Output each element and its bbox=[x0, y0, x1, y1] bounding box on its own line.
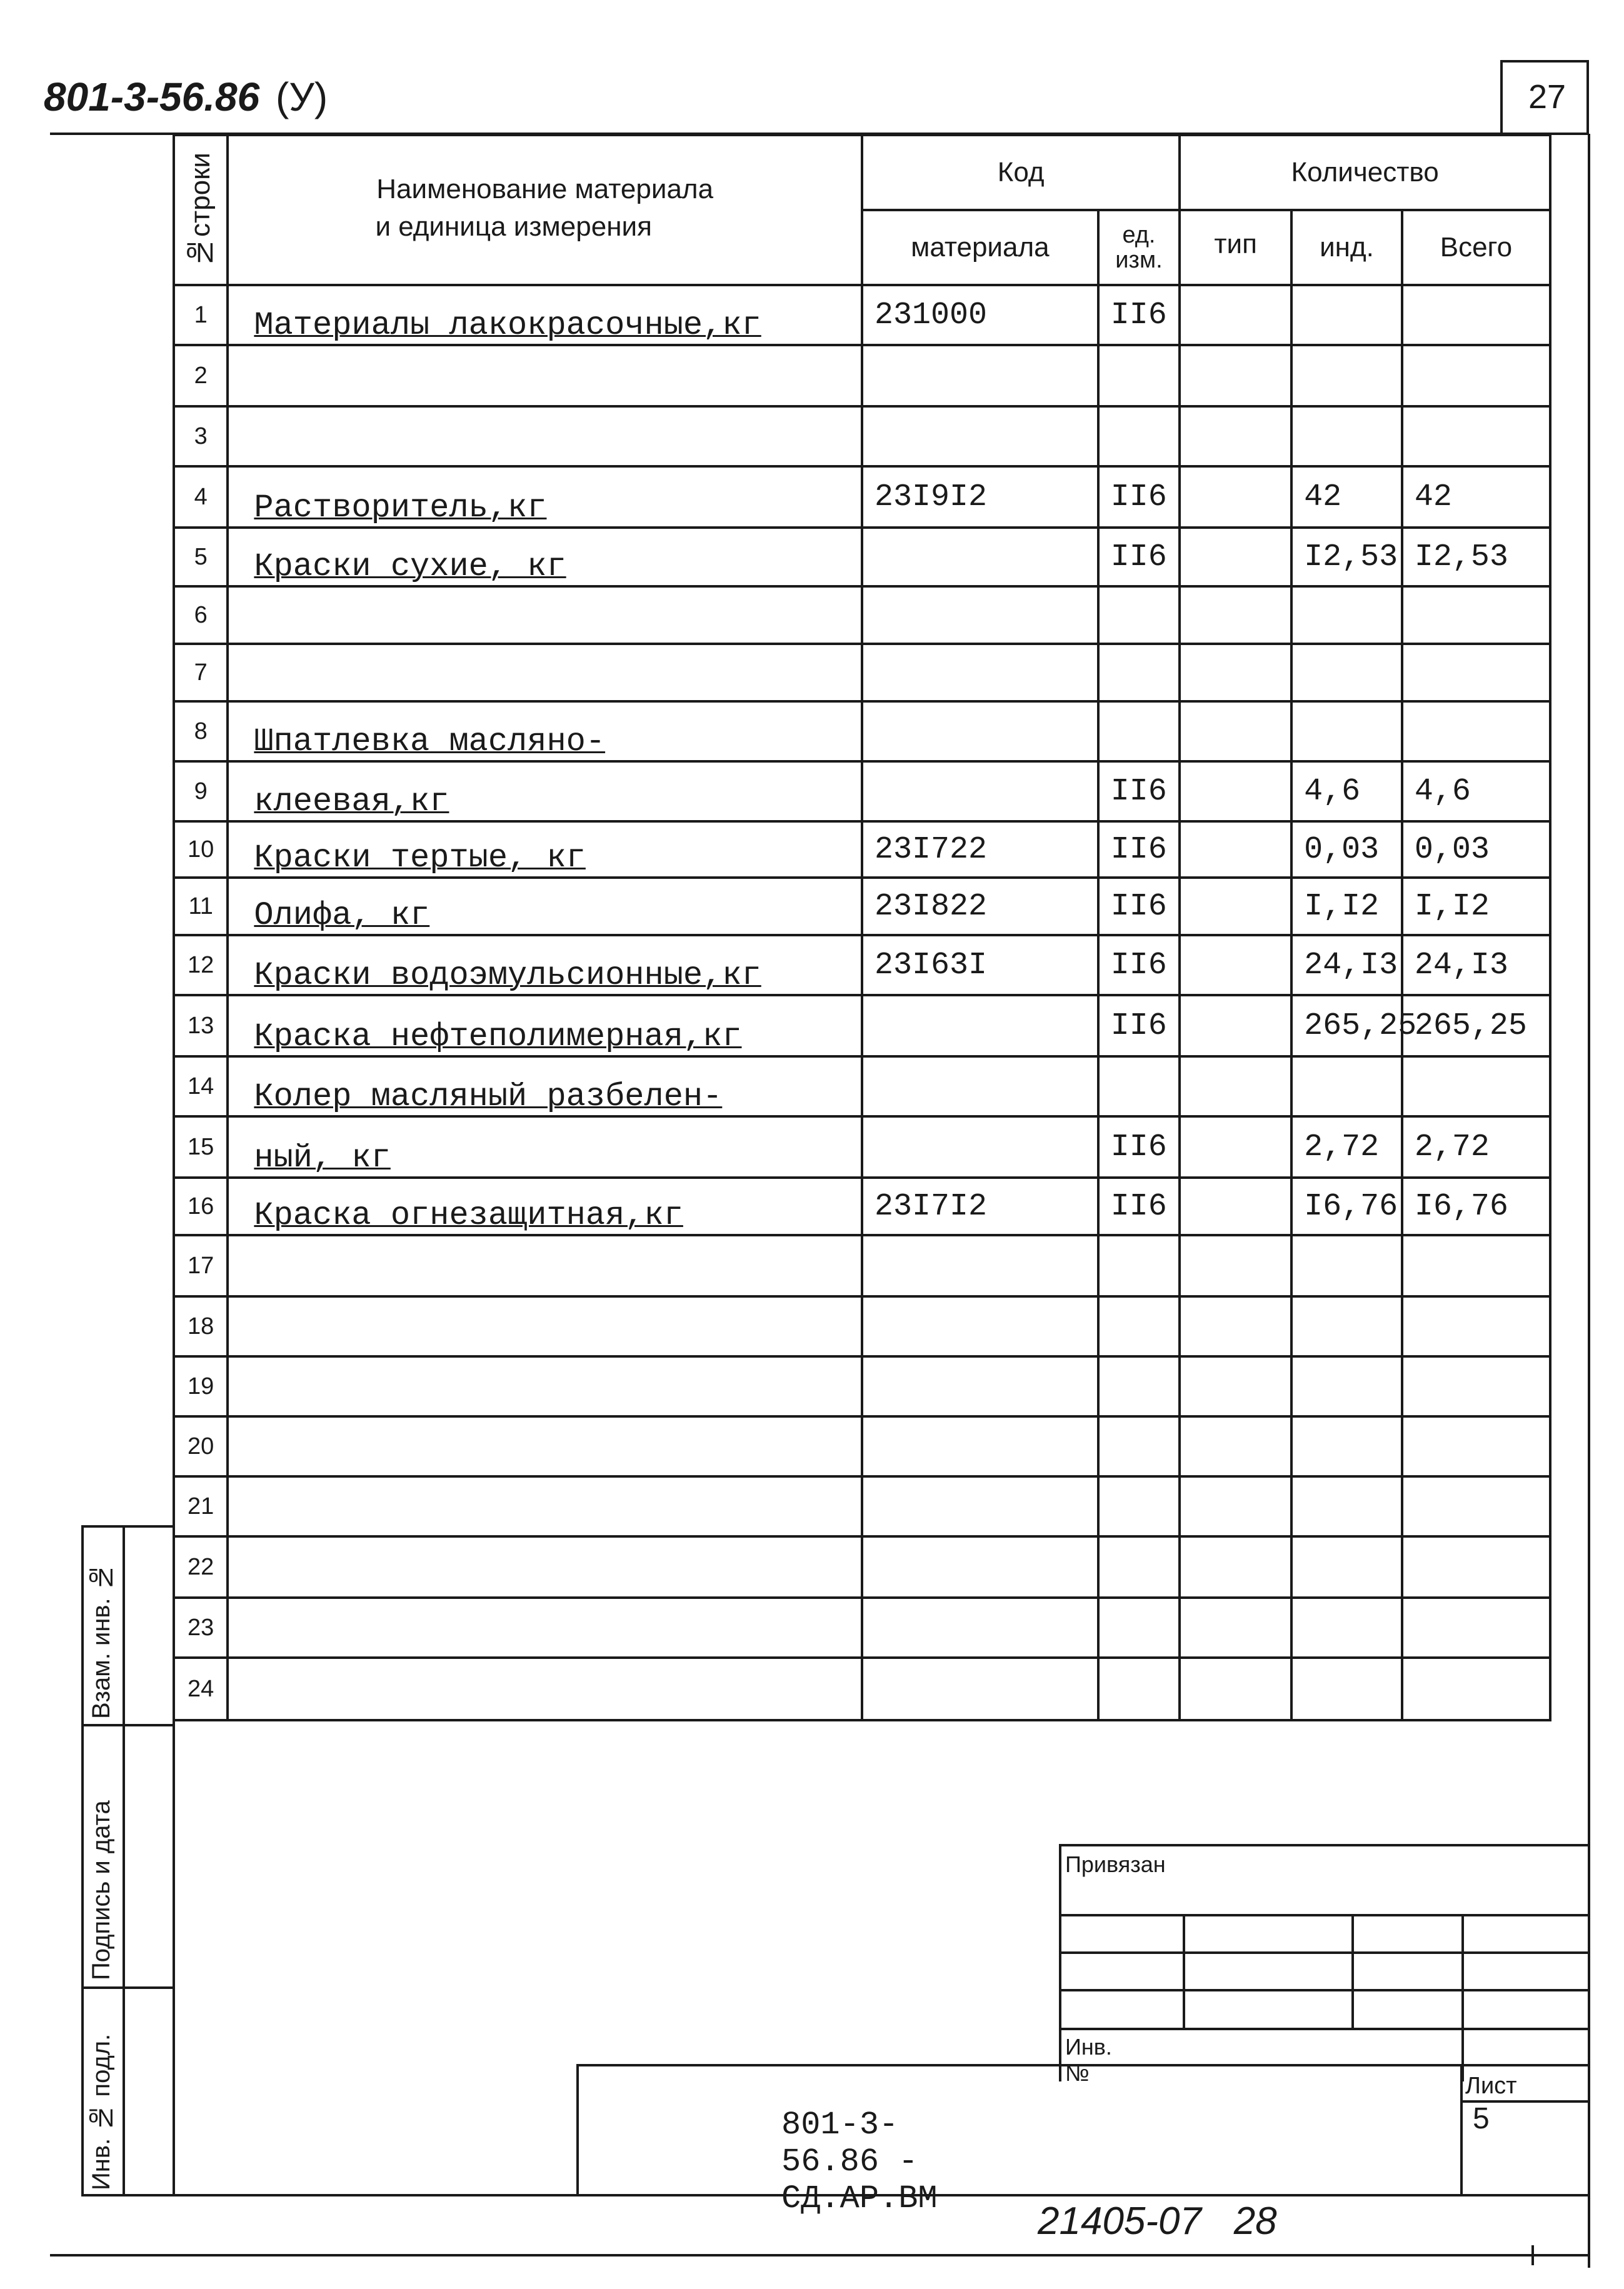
quantity-ind bbox=[1291, 1296, 1402, 1356]
row-number: 12 bbox=[174, 935, 228, 995]
material-name: Материалы лакокрасочные,кг bbox=[228, 285, 862, 345]
material-code bbox=[862, 644, 1098, 701]
quantity-type bbox=[1180, 1178, 1291, 1235]
quantity-type bbox=[1180, 995, 1291, 1056]
stamp-line-2 bbox=[1059, 1951, 1589, 1954]
table-row bbox=[174, 528, 1550, 586]
unit-code bbox=[1098, 1056, 1180, 1116]
table-row bbox=[174, 1598, 1550, 1658]
page-number: 27 bbox=[1528, 78, 1566, 116]
unit-code bbox=[1098, 406, 1180, 466]
table-row bbox=[174, 466, 1550, 528]
quantity-total bbox=[1402, 1536, 1550, 1598]
materials-table-body bbox=[174, 285, 1550, 1720]
material-code bbox=[862, 1235, 1098, 1296]
material-code bbox=[862, 406, 1098, 466]
unit-code: II6 bbox=[1098, 935, 1180, 995]
quantity-type bbox=[1180, 761, 1291, 821]
unit-code: II6 bbox=[1098, 466, 1180, 528]
table-row bbox=[174, 761, 1550, 821]
quantity-total bbox=[1402, 1476, 1550, 1536]
quantity-type bbox=[1180, 1296, 1291, 1356]
material-name bbox=[228, 1536, 862, 1598]
materials-table bbox=[173, 134, 1551, 1721]
quantity-type bbox=[1180, 285, 1291, 345]
quantity-total bbox=[1402, 586, 1550, 644]
material-code bbox=[862, 528, 1098, 586]
material-name: клеевая,кг bbox=[228, 761, 862, 821]
table-row bbox=[174, 878, 1550, 935]
material-name bbox=[228, 1356, 862, 1416]
row-number: 18 bbox=[174, 1296, 228, 1356]
material-name bbox=[228, 1598, 862, 1658]
stamp-inv-no: Инв. № bbox=[1065, 2034, 1112, 2086]
material-name bbox=[228, 345, 862, 406]
quantity-type bbox=[1180, 1658, 1291, 1720]
quantity-total bbox=[1402, 1235, 1550, 1296]
row-number: 1 bbox=[174, 285, 228, 345]
footer-archive-number: 21405-07 28 bbox=[1038, 2200, 1277, 2243]
material-code: 23I722 bbox=[862, 821, 1098, 878]
material-code bbox=[862, 1476, 1098, 1536]
quantity-ind: 0,03 bbox=[1291, 821, 1402, 878]
quantity-total: 2,72 bbox=[1402, 1116, 1550, 1178]
table-row bbox=[174, 821, 1550, 878]
table-row bbox=[174, 345, 1550, 406]
header-ind: инд. bbox=[1291, 210, 1402, 285]
quantity-ind bbox=[1291, 1658, 1402, 1720]
material-code bbox=[862, 345, 1098, 406]
row-number: 11 bbox=[174, 878, 228, 935]
row-number: 24 bbox=[174, 1658, 228, 1720]
table-row bbox=[174, 1056, 1550, 1116]
table-row bbox=[174, 1536, 1550, 1598]
material-name bbox=[228, 1658, 862, 1720]
material-code: 23I63I bbox=[862, 935, 1098, 995]
unit-code: II6 bbox=[1098, 821, 1180, 878]
stamp-sheet-label: Лист bbox=[1465, 2073, 1517, 2099]
material-name: Краски сухие, кг bbox=[228, 528, 862, 586]
quantity-ind: I2,53 bbox=[1291, 528, 1402, 586]
row-number: 8 bbox=[174, 701, 228, 761]
row-number: 2 bbox=[174, 345, 228, 406]
quantity-type bbox=[1180, 586, 1291, 644]
side-strip-div1 bbox=[81, 1724, 174, 1726]
unit-code bbox=[1098, 1598, 1180, 1658]
material-name: Шпатлевка масляно- bbox=[228, 701, 862, 761]
quantity-total bbox=[1402, 1416, 1550, 1476]
table-row bbox=[174, 701, 1550, 761]
quantity-type bbox=[1180, 821, 1291, 878]
table-row bbox=[174, 935, 1550, 995]
quantity-ind bbox=[1291, 1476, 1402, 1536]
quantity-total bbox=[1402, 644, 1550, 701]
stamp-line-3 bbox=[1059, 1989, 1589, 1991]
unit-code: II6 bbox=[1098, 1178, 1180, 1235]
side-label-inv-podl: Инв. № подл. bbox=[88, 2033, 115, 2190]
row-number: 23 bbox=[174, 1598, 228, 1658]
quantity-type bbox=[1180, 935, 1291, 995]
quantity-type bbox=[1180, 1235, 1291, 1296]
frame-right-line bbox=[1588, 134, 1590, 2268]
table-row bbox=[174, 1356, 1550, 1416]
row-number: 16 bbox=[174, 1178, 228, 1235]
header-quantity: Количество bbox=[1180, 135, 1550, 210]
material-code bbox=[862, 761, 1098, 821]
quantity-ind bbox=[1291, 1416, 1402, 1476]
quantity-total: 24,I3 bbox=[1402, 935, 1550, 995]
quantity-type bbox=[1180, 528, 1291, 586]
row-number: 19 bbox=[174, 1356, 228, 1416]
quantity-total: 4,6 bbox=[1402, 761, 1550, 821]
material-code: 23I7I2 bbox=[862, 1178, 1098, 1235]
material-name bbox=[228, 406, 862, 466]
header-row-no: №строки bbox=[174, 135, 228, 285]
row-number: 21 bbox=[174, 1476, 228, 1536]
quantity-type bbox=[1180, 406, 1291, 466]
quantity-ind bbox=[1291, 586, 1402, 644]
quantity-type bbox=[1180, 1536, 1291, 1598]
quantity-type bbox=[1180, 701, 1291, 761]
material-code bbox=[862, 1416, 1098, 1476]
stamp-vline-3 bbox=[1461, 1914, 1464, 2081]
unit-code bbox=[1098, 1235, 1180, 1296]
row-number: 14 bbox=[174, 1056, 228, 1116]
quantity-ind: I,I2 bbox=[1291, 878, 1402, 935]
row-number: 4 bbox=[174, 466, 228, 528]
quantity-ind: 265,25 bbox=[1291, 995, 1402, 1056]
side-strip-top bbox=[81, 1525, 174, 1528]
material-code bbox=[862, 1536, 1098, 1598]
quantity-total bbox=[1402, 701, 1550, 761]
quantity-total bbox=[1402, 406, 1550, 466]
stamp-vline-2 bbox=[1351, 1914, 1354, 2028]
quantity-type bbox=[1180, 466, 1291, 528]
quantity-total bbox=[1402, 1598, 1550, 1658]
row-number: 17 bbox=[174, 1235, 228, 1296]
table-row bbox=[174, 1296, 1550, 1356]
table-row bbox=[174, 1476, 1550, 1536]
stamp-sheet-left bbox=[1460, 2064, 1463, 2195]
quantity-type bbox=[1180, 1056, 1291, 1116]
unit-code bbox=[1098, 586, 1180, 644]
quantity-total bbox=[1402, 1658, 1550, 1720]
material-name: Краски тертые, кг bbox=[228, 821, 862, 878]
table-row bbox=[174, 586, 1550, 644]
quantity-ind bbox=[1291, 285, 1402, 345]
side-label-podpis-data: Подпись и дата bbox=[88, 1800, 115, 1980]
quantity-type bbox=[1180, 1476, 1291, 1536]
stamp-designation-top bbox=[576, 2064, 1589, 2066]
row-number: 15 bbox=[174, 1116, 228, 1178]
unit-code bbox=[1098, 1536, 1180, 1598]
material-code bbox=[862, 1296, 1098, 1356]
header-code: Код bbox=[862, 135, 1180, 210]
unit-code bbox=[1098, 345, 1180, 406]
header-name bbox=[228, 135, 862, 285]
quantity-type bbox=[1180, 1116, 1291, 1178]
header-code-material: материала bbox=[862, 210, 1098, 285]
quantity-type bbox=[1180, 1356, 1291, 1416]
material-code bbox=[862, 1356, 1098, 1416]
table-row bbox=[174, 1658, 1550, 1720]
material-name bbox=[228, 644, 862, 701]
stamp-privyazan: Привязан bbox=[1065, 1851, 1166, 1877]
unit-code bbox=[1098, 1416, 1180, 1476]
row-number: 5 bbox=[174, 528, 228, 586]
material-name: Растворитель,кг bbox=[228, 466, 862, 528]
row-number: 6 bbox=[174, 586, 228, 644]
quantity-ind bbox=[1291, 1235, 1402, 1296]
material-name bbox=[228, 1416, 862, 1476]
material-code: 23I9I2 bbox=[862, 466, 1098, 528]
stamp-designation-left bbox=[576, 2064, 579, 2195]
table-row bbox=[174, 644, 1550, 701]
side-label-vzam-inv: Взам. инв. № bbox=[88, 1563, 115, 1719]
material-name bbox=[228, 1296, 862, 1356]
quantity-total: 0,03 bbox=[1402, 821, 1550, 878]
material-code: 23I822 bbox=[862, 878, 1098, 935]
header-unit: ед. изм. bbox=[1098, 210, 1180, 285]
quantity-total bbox=[1402, 1356, 1550, 1416]
material-code bbox=[862, 701, 1098, 761]
quantity-total: I6,76 bbox=[1402, 1178, 1550, 1235]
quantity-ind bbox=[1291, 406, 1402, 466]
material-code bbox=[862, 995, 1098, 1056]
quantity-type bbox=[1180, 878, 1291, 935]
material-name bbox=[228, 586, 862, 644]
header-name-line1: Наименование материала bbox=[376, 174, 714, 204]
quantity-ind bbox=[1291, 1056, 1402, 1116]
table-row bbox=[174, 1116, 1550, 1178]
material-code bbox=[862, 1598, 1098, 1658]
quantity-ind: I6,76 bbox=[1291, 1178, 1402, 1235]
table-row bbox=[174, 1235, 1550, 1296]
unit-code bbox=[1098, 1356, 1180, 1416]
quantity-total bbox=[1402, 1056, 1550, 1116]
quantity-ind: 42 bbox=[1291, 466, 1402, 528]
side-strip-outer-line bbox=[81, 1525, 84, 2195]
unit-code: II6 bbox=[1098, 761, 1180, 821]
quantity-type bbox=[1180, 345, 1291, 406]
quantity-ind bbox=[1291, 701, 1402, 761]
material-code bbox=[862, 586, 1098, 644]
row-number: 22 bbox=[174, 1536, 228, 1598]
document-code-number: 801-3-56.86 bbox=[44, 74, 260, 119]
material-name: Краска огнезащитная,кг bbox=[228, 1178, 862, 1235]
material-name: Колер масляный разбелен- bbox=[228, 1056, 862, 1116]
frame-bottom-line bbox=[50, 2254, 1589, 2256]
row-number: 10 bbox=[174, 821, 228, 878]
unit-code bbox=[1098, 644, 1180, 701]
footer-tick bbox=[1531, 2245, 1534, 2265]
stamp-line-left bbox=[1059, 1844, 1061, 2081]
quantity-type bbox=[1180, 1416, 1291, 1476]
material-code bbox=[862, 1056, 1098, 1116]
material-code: 231000 bbox=[862, 285, 1098, 345]
quantity-ind: 2,72 bbox=[1291, 1116, 1402, 1178]
stamp-sheet-number: 5 bbox=[1473, 2102, 1490, 2135]
unit-code: II6 bbox=[1098, 995, 1180, 1056]
table-row bbox=[174, 1178, 1550, 1235]
quantity-total: 265,25 bbox=[1402, 995, 1550, 1056]
row-number: 20 bbox=[174, 1416, 228, 1476]
quantity-total bbox=[1402, 345, 1550, 406]
table-row bbox=[174, 406, 1550, 466]
quantity-type bbox=[1180, 1598, 1291, 1658]
quantity-ind bbox=[1291, 1536, 1402, 1598]
table-row bbox=[174, 995, 1550, 1056]
material-code bbox=[862, 1116, 1098, 1178]
quantity-total bbox=[1402, 1296, 1550, 1356]
quantity-type bbox=[1180, 644, 1291, 701]
material-name bbox=[228, 1476, 862, 1536]
side-strip-div2 bbox=[81, 1986, 174, 1989]
unit-code: II6 bbox=[1098, 878, 1180, 935]
quantity-total: 42 bbox=[1402, 466, 1550, 528]
quantity-ind bbox=[1291, 345, 1402, 406]
side-strip-mid-line bbox=[123, 1525, 125, 2195]
table-row bbox=[174, 1416, 1550, 1476]
unit-code: II6 bbox=[1098, 285, 1180, 345]
material-name: Краска нефтеполимерная,кг bbox=[228, 995, 862, 1056]
material-name bbox=[228, 1235, 862, 1296]
quantity-total bbox=[1402, 285, 1550, 345]
quantity-ind: 4,6 bbox=[1291, 761, 1402, 821]
row-number: 13 bbox=[174, 995, 228, 1056]
stamp-vline-1 bbox=[1183, 1914, 1185, 2028]
table-row bbox=[174, 285, 1550, 345]
stamp-line-4 bbox=[1059, 2028, 1589, 2030]
header-total: Всего bbox=[1402, 210, 1550, 285]
header-name-line2: и единица измерения bbox=[375, 211, 652, 242]
material-code bbox=[862, 1658, 1098, 1720]
document-code-suffix: (У) bbox=[275, 74, 328, 119]
unit-code: II6 bbox=[1098, 1116, 1180, 1178]
row-number: 3 bbox=[174, 406, 228, 466]
material-name: ный, кг bbox=[228, 1116, 862, 1178]
quantity-ind bbox=[1291, 1356, 1402, 1416]
row-number: 9 bbox=[174, 761, 228, 821]
quantity-total: I,I2 bbox=[1402, 878, 1550, 935]
quantity-ind bbox=[1291, 1598, 1402, 1658]
unit-code bbox=[1098, 701, 1180, 761]
unit-code bbox=[1098, 1296, 1180, 1356]
quantity-ind bbox=[1291, 644, 1402, 701]
quantity-total: I2,53 bbox=[1402, 528, 1550, 586]
document-code bbox=[44, 74, 328, 120]
stamp-line-1 bbox=[1059, 1914, 1589, 1916]
unit-code bbox=[1098, 1658, 1180, 1720]
material-name: Олифа, кг bbox=[228, 878, 862, 935]
row-number: 7 bbox=[174, 644, 228, 701]
stamp-designation: 801-3-56.86 - СД.АР.ВМ bbox=[781, 2106, 938, 2217]
unit-code: II6 bbox=[1098, 528, 1180, 586]
stamp-line-top bbox=[1059, 1844, 1589, 1846]
quantity-ind: 24,I3 bbox=[1291, 935, 1402, 995]
header-type: тип bbox=[1180, 210, 1291, 285]
unit-code bbox=[1098, 1476, 1180, 1536]
material-name: Краски водоэмульсионные,кг bbox=[228, 935, 862, 995]
